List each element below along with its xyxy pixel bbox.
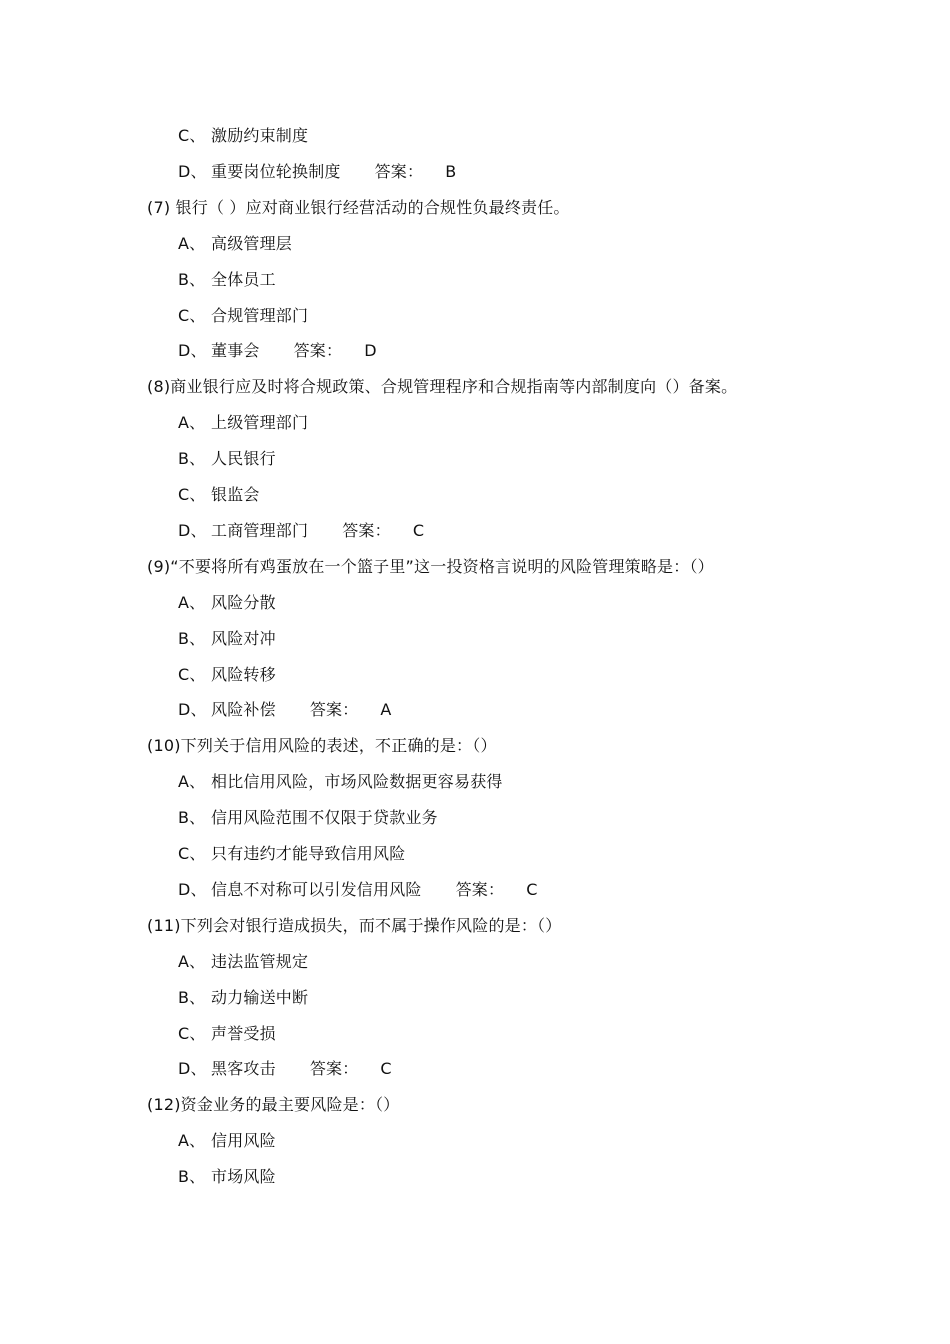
option-text: 违法监管规定	[211, 951, 309, 971]
answer-value: C	[412, 520, 425, 540]
answer-label: 答案：	[309, 700, 359, 720]
option-letter: D、	[178, 161, 207, 181]
answer-label: 答案：	[374, 161, 424, 181]
option-text: 只有违约才能导致信用风险	[211, 844, 406, 863]
option-text: 信息不对称可以引发信用风险	[211, 879, 422, 899]
answer-key	[375, 160, 457, 184]
question-stem: (11)下列会对银行造成损失，而不属于操作风险的是：（）	[147, 915, 562, 935]
option-letter: B、	[178, 1167, 206, 1187]
option-text: 声誉受损	[211, 1023, 276, 1043]
answer-key	[456, 878, 538, 902]
answer-label: 答案：	[293, 341, 343, 361]
option-letter: C、	[178, 664, 206, 684]
option-text: 风险补偿	[211, 700, 276, 720]
option-text: 动力输送中断	[211, 987, 309, 1007]
answer-option	[178, 627, 276, 651]
option-letter: D、	[178, 341, 207, 361]
question-stem: (9)“不要将所有鸡蛋放在一个篮子里”这一投资格言说明的风险管理策略是：（）	[147, 556, 714, 576]
option-text: 相比信用风险，市场风险数据更容易获得	[211, 772, 503, 792]
option-text: 工商管理部门	[211, 520, 309, 540]
answer-option	[178, 124, 308, 148]
option-letter: A、	[178, 1131, 206, 1151]
question-stem: (7) 银行（ ）应对商业银行经营活动的合规性负最终责任。	[147, 197, 570, 217]
option-letter: C、	[178, 1023, 206, 1043]
option-text: 合规管理部门	[211, 305, 309, 325]
answer-option	[178, 160, 456, 184]
option-letter: A、	[178, 233, 206, 253]
answer-option	[178, 519, 424, 543]
answer-option	[178, 663, 276, 687]
option-text: 市场风险	[211, 1167, 276, 1187]
answer-label: 答案：	[309, 1059, 359, 1079]
question-stem: (10)下列关于信用风险的表述，不正确的是：（）	[147, 736, 497, 756]
answer-option	[178, 483, 260, 507]
option-letter: B、	[178, 449, 206, 469]
answer-option	[178, 950, 308, 974]
question-stem: (8)商业银行应及时将合规政策、合规管理程序和合规指南等内部制度向（）备案。	[147, 377, 738, 397]
option-letter: D、	[178, 520, 207, 540]
answer-option	[178, 339, 377, 363]
option-letter: A、	[178, 951, 206, 971]
option-letter: B、	[178, 987, 206, 1007]
option-text: 风险转移	[211, 664, 276, 684]
option-text: 董事会	[211, 341, 260, 361]
option-text: 激励约束制度	[211, 126, 309, 145]
option-letter: C、	[178, 844, 206, 863]
option-letter: A、	[178, 592, 206, 612]
option-letter: A、	[178, 772, 206, 792]
answer-key	[310, 1057, 392, 1081]
option-letter: C、	[178, 126, 206, 145]
answer-value: D	[364, 341, 377, 361]
answer-key	[294, 339, 377, 363]
answer-option	[178, 411, 308, 435]
option-letter: B、	[178, 808, 206, 828]
answer-option	[178, 232, 292, 256]
answer-option	[178, 1129, 276, 1153]
option-letter: D、	[178, 700, 207, 720]
option-letter: B、	[178, 628, 206, 648]
option-letter: C、	[178, 305, 206, 325]
option-text: 上级管理部门	[211, 413, 309, 433]
option-text: 银监会	[211, 485, 260, 504]
answer-option	[178, 806, 438, 830]
option-letter: A、	[178, 413, 206, 433]
option-letter: D、	[178, 1059, 207, 1079]
option-text: 风险分散	[211, 592, 276, 612]
answer-option	[178, 986, 308, 1010]
answer-option	[178, 1022, 276, 1046]
answer-value: C	[380, 1059, 392, 1079]
option-letter: D、	[178, 879, 207, 899]
option-letter: C、	[178, 485, 206, 504]
answer-label: 答案：	[455, 879, 505, 899]
answer-option	[178, 268, 276, 292]
answer-key	[342, 519, 424, 543]
option-text: 信用风险	[211, 1131, 276, 1151]
option-text: 黑客攻击	[211, 1059, 276, 1079]
answer-key	[310, 698, 392, 722]
answer-value: B	[445, 161, 457, 181]
answer-value: C	[526, 879, 538, 899]
answer-option	[178, 591, 276, 615]
answer-value: A	[380, 700, 392, 720]
option-text: 高级管理层	[211, 233, 293, 253]
question-stem: (12)资金业务的最主要风险是：（）	[147, 1095, 400, 1115]
option-letter: B、	[178, 269, 206, 289]
answer-label: 答案：	[342, 520, 391, 540]
answer-option	[178, 698, 392, 722]
answer-option	[178, 842, 405, 866]
option-text: 信用风险范围不仅限于贷款业务	[211, 808, 438, 828]
answer-option	[178, 878, 538, 902]
answer-option	[178, 770, 503, 794]
option-text: 全体员工	[211, 269, 276, 289]
answer-option	[178, 1057, 392, 1081]
answer-option	[178, 447, 276, 471]
answer-option	[178, 1165, 276, 1189]
answer-option	[178, 304, 308, 328]
option-text: 风险对冲	[211, 628, 276, 648]
option-text: 重要岗位轮换制度	[211, 161, 341, 181]
option-text: 人民银行	[211, 449, 276, 469]
